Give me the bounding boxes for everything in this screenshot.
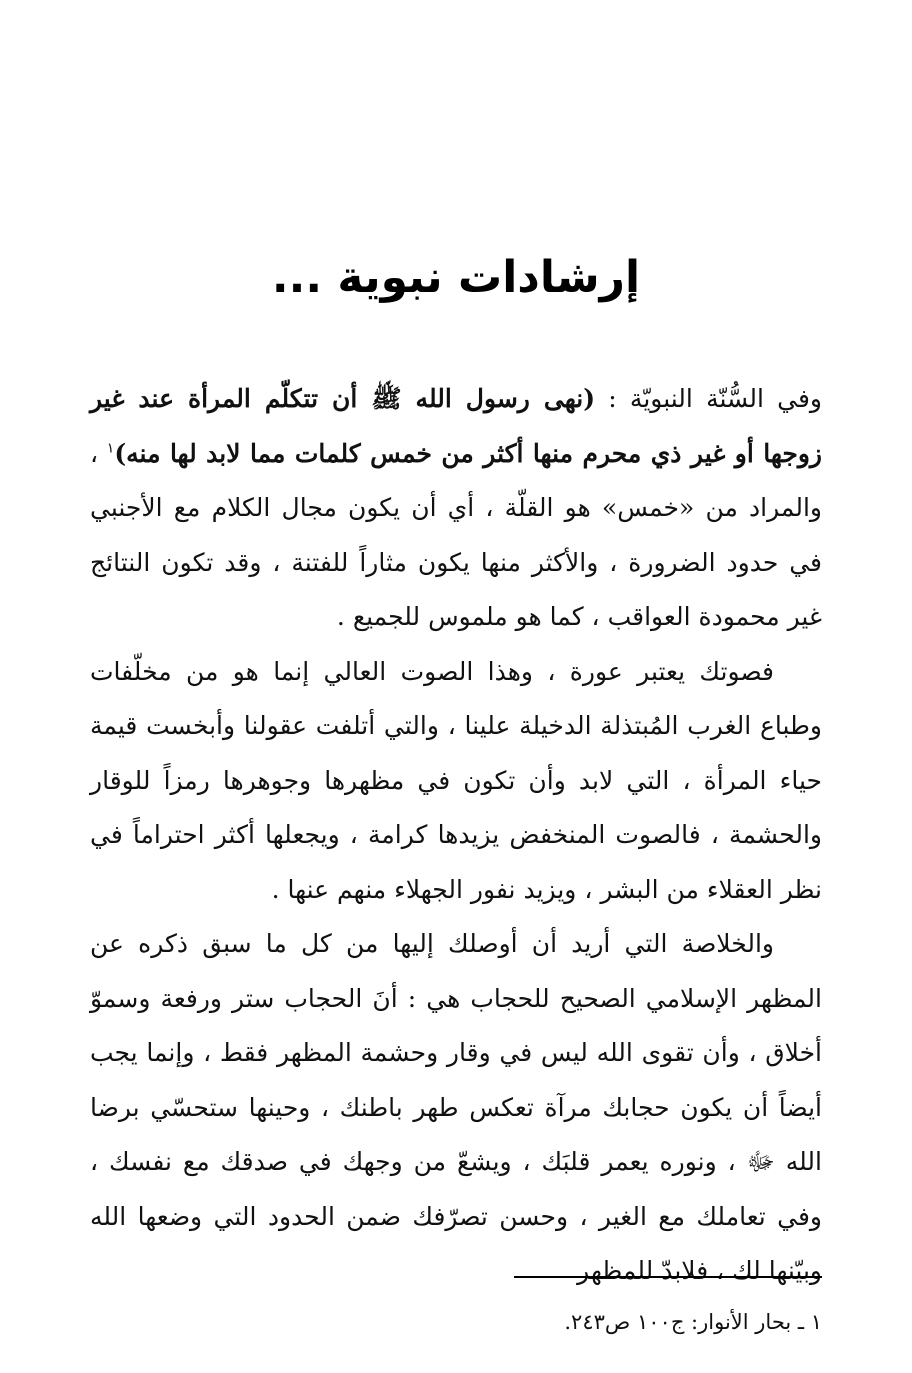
body-text — [90, 372, 822, 1299]
footnote-divider — [514, 1276, 822, 1278]
paragraph-1 — [90, 372, 822, 645]
paragraph-2: فصوتك يعتبر عورة ، وهذا الصوت العالي إنما هو من مخلّفات وطباع الغرب المُبتذلة الدخيلة علينا ، والتي أتلفت عقولنا وأبخست قيمة حياء المرأة ، التي لابد وأن تكون في مظهرها وجوهرها رمزاً للوقار والحشمة ، فالصوت المنخفض يزيدها كرامة ، ويجعلها أكثر احتراماً في نظر العقلاء من البشر ، ويزيد نفور الجهلاء منهم عنها . — [90, 656, 822, 904]
footnote-marker: ١ — [106, 440, 115, 457]
hadith-quote: (نهى رسول الله ﷺ أن تتكلّم المرأة عند غير زوجها أو غير ذي محرم منها أكثر من خمس كلمات مما لابد لها منه) — [90, 384, 822, 468]
page-title: إرشادات نبوية ... — [271, 252, 641, 303]
paragraph-1-continuation: ، والمراد من «خمس» هو القلّة ، أي أن يكون مجال الكلام مع الأجنبي في حدود الضرورة ، والأكثر منها يكون مثاراً للفتنة ، وقد تكون النتائج غير محمودة العواقب ، كما هو ملموس للجميع . — [90, 438, 822, 631]
paragraph-3: والخلاصة التي أريد أن أوصلك إليها من كل ما سبق ذكره عن المظهر الإسلامي الصحيح للحجاب هي : أنَ الحجاب ستر ورفعة وسموّ أخلاق ، وأن تقوى الله ليس في وقار وحشمة المظهر فقط ، وإنما يجب أيضاً أن يكون حجابك مرآة تعكس طهر باطنك ، وحينها ستحسّي برضا الله ﷻ ، ونوره يعمر قلبَك ، ويشعّ من وجهك في صدقك مع نفسك ، وفي تعاملك مع الغير ، وحسن تصرّفك ضمن الحدود التي وضعها الله وبيّنها لك ، فلابدّ للمظهر — [90, 929, 822, 1285]
footnote: ١ ـ بحار الأنوار: ج١٠٠ ص٢٤٣. — [564, 1310, 822, 1334]
paragraph-1-intro: وفي السُّنّة النبويّة : — [595, 384, 823, 413]
